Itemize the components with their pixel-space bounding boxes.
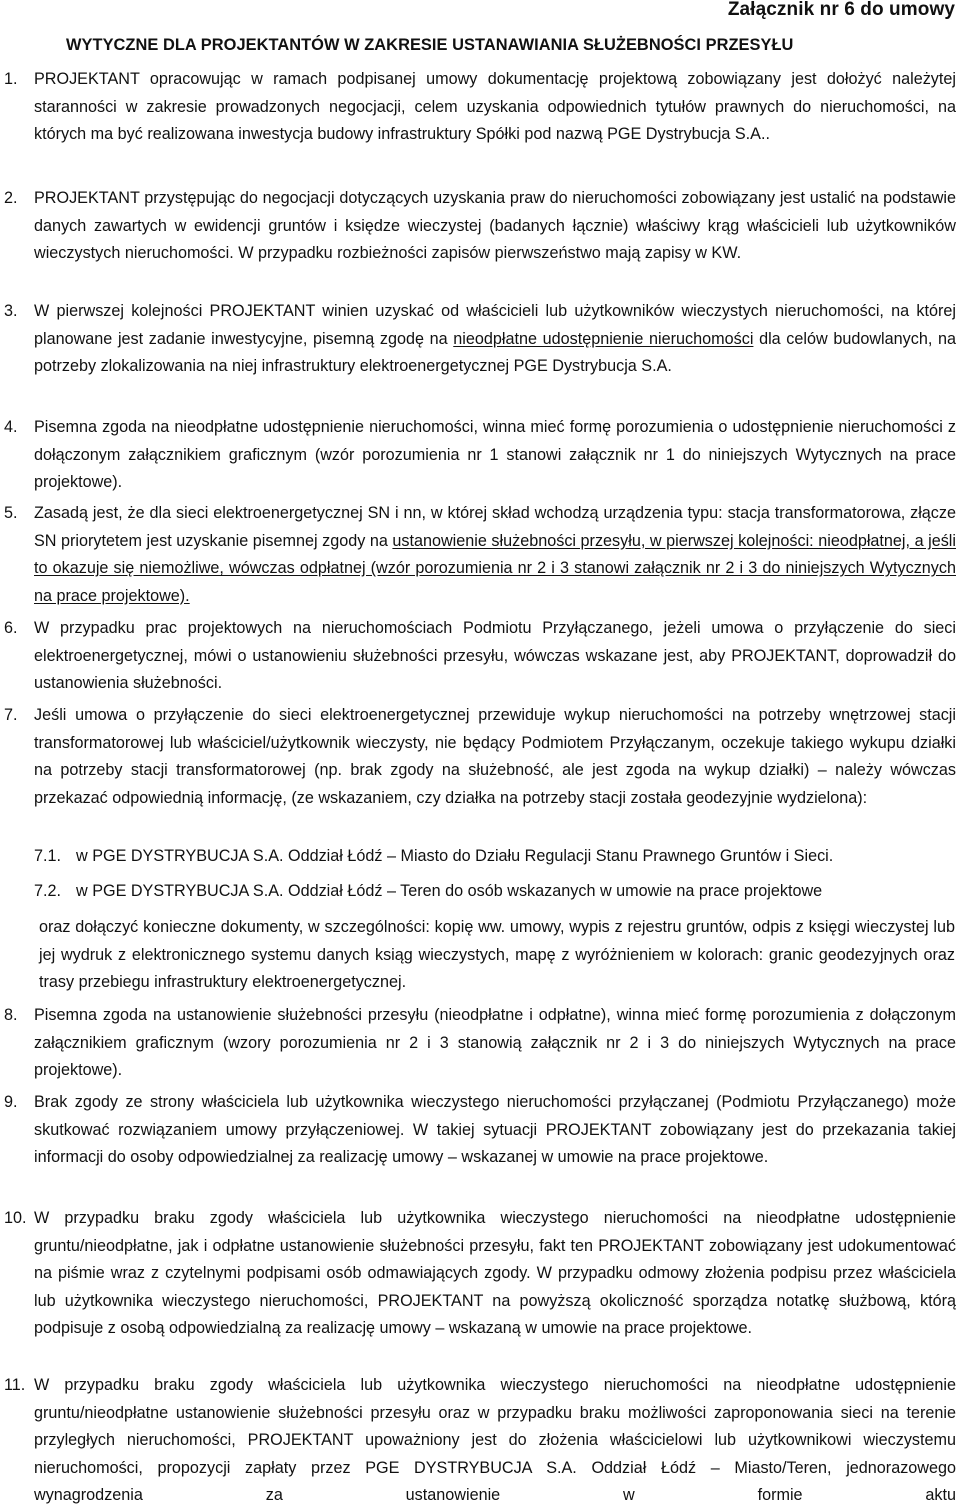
- guideline-item-7: [4, 702, 956, 812]
- guideline-item-9: [4, 1089, 956, 1172]
- underlined-phrase: nieodpłatne udostępnienie nieruchomości: [453, 329, 754, 348]
- item-number: 3.: [4, 302, 18, 320]
- sub-item-number: 7.1.: [34, 847, 62, 865]
- item-number: 6.: [4, 619, 18, 637]
- guideline-item-2: [4, 185, 956, 268]
- item-text: [34, 500, 956, 610]
- guideline-item-8: [4, 1002, 956, 1085]
- item-text: W przypadku braku zgody właściciela lub użytkownika wieczystego nieruchomości na nieodpłatne udostępnienie gruntu/nieodpłatne, jak i odpłatne ustanowienie służebności przesyłu, fakt ten PROJEKTANT zobowiązany jest udokumentować na piśmie wraz z czytelnymi podpisami osób odmawiających zgody. W przypadku odmowy złożenia podpisu przez właściciela lub użytkownika wieczystego nieruchomości, PROJEKTANT na powyższą okoliczność sporządza notatkę służbową, którą podpisuje z osobą odpowiedzialną za realizację umowy – wskazaną w umowie na prace projektowe.: [34, 1209, 956, 1337]
- item-number: 5.: [4, 504, 18, 522]
- sub-item-number: 7.2.: [34, 882, 62, 900]
- item-number: 11.: [4, 1376, 26, 1394]
- sub-item-text: w PGE DYSTRYBUCJA S.A. Oddział Łódź – Miasto do Działu Regulacji Stanu Prawnego Gruntów i Sieci.: [76, 847, 834, 865]
- item-text-part: W pierwszej kolejności PROJEKTANT winien uzyskać od właścicieli lub użytkowników wieczystych nieruchomości, na której planowane jest zadanie inwestycyjne, pisemną zgodę na: [34, 302, 956, 348]
- annex-label: Załącznik nr 6 do umowy: [727, 0, 955, 20]
- item-number: 8.: [4, 1006, 18, 1024]
- item-number: 1.: [4, 70, 18, 88]
- sub-item-7-2: [34, 878, 956, 906]
- item-text-part: dla celów budowlanych, na potrzeby zlokalizowania na niej infrastruktury elektroenergetycznej PGE Dystrybucja S.A.: [34, 329, 956, 375]
- item-text: W przypadku prac projektowych na nieruchomościach Podmiotu Przyłączanego, jeżeli umowa o przyłączenie do sieci elektroenergetycznej, mówi o ustanowieniu służebności przesyłu, wówczas wskazane jest, aby PROJEKTANT, doprowadził do ustanowienia służebności.: [34, 619, 956, 692]
- underlined-phrase: ustanowienie służebności przesyłu, w pierwszej kolejności: nieodpłatnej, a jeśli to okazuje się niemożliwe, wówczas odpłatnej (wzór porozumienia nr 2 i 3 stanowi załącznik nr 2 i 3 do niniejszych Wytycznych na prace projektowe).: [34, 531, 956, 605]
- item-text: PROJEKTANT przystępując do negocjacji dotyczących uzyskania praw do nieruchomości zobowiązany jest ustalić na podstawie danych zawartych w ewidencji gruntów i księdze wieczystej (badanych łącznie) właściwy krąg właścicieli lub użytkowników wieczystych nieruchomości. W przypadku rozbieżności zapisów pierwszeństwo mają zapisy w KW.: [34, 189, 956, 262]
- item-number: 10.: [4, 1209, 27, 1227]
- guideline-item-4: [4, 414, 956, 497]
- document-title: WYTYCZNE DLA PROJEKTANTÓW W ZAKRESIE USTANAWIANIA SŁUŻEBNOŚCI PRZESYŁU: [66, 36, 794, 54]
- item-number: 9.: [4, 1093, 18, 1111]
- item-text-part: Zasadą jest, że dla sieci elektroenergetycznej SN i nn, w której skład wchodzą urządzenia typu: stacja transformatorowa, złącze SN priorytetem jest uzyskanie pisemnej zgody na: [34, 504, 956, 550]
- item-text: [34, 298, 956, 381]
- sub-item-text: w PGE DYSTRYBUCJA S.A. Oddział Łódź – Teren do osób wskazanych w umowie na prace projektowe: [76, 882, 823, 900]
- guideline-item-3: [4, 298, 956, 381]
- item-text: W przypadku braku zgody właściciela lub użytkownika wieczystego nieruchomości na nieodpłatne udostępnienie gruntu/nieodpłatne ustanowienie służebności przesyłu oraz w przypadku braku możliwości zaproponowania sieci na terenie przyległych nieruchomości, PROJEKTANT upoważniony jest do złożenia właścicielowi lub użytkownikowi wieczystemu nieruchomości, propozycji zapłaty przez PGE DYSTRYBUCJA S.A. Oddział Łódź – Miasto/Teren, jednorazowego wynagrodzenia za ustanowienie w formie aktu: [34, 1376, 956, 1504]
- item-text: Pisemna zgoda na nieodpłatne udostępnienie nieruchomości, winna mieć formę porozumienia o udostępnienie nieruchomości z dołączonym załącznikiem graficznym (wzór porozumienia nr 1 stanowi załącznik nr 1 do niniejszych Wytycznych na prace projektowe).: [34, 418, 956, 491]
- guideline-item-6: [4, 615, 956, 698]
- guideline-item-5: [4, 500, 956, 610]
- item-text: Jeśli umowa o przyłączenie do sieci elektroenergetycznej przewiduje wykup nieruchomości na potrzeby wnętrzowej stacji transformatorowej lub właściciel/użytkownik wieczysty, nie będący Podmiotem Przyłączanym, oczekuje takiego wykupu działki na potrzeby stacji transformatorowej (np. brak zgody na służebność, ale jest zgoda na wykup działki) – należy wówczas przekazać odpowiednią informację, (ze wskazaniem, czy działka na potrzeby stacji została geodezyjnie wydzielona):: [34, 706, 956, 807]
- guideline-item-10: [4, 1205, 956, 1343]
- sub-item-7-1: [34, 843, 956, 871]
- item-number: 7.: [4, 706, 18, 724]
- guideline-item-1: [4, 66, 956, 149]
- item-number: 4.: [4, 418, 18, 436]
- item-text: Pisemna zgoda na ustanowienie służebności przesyłu (nieodpłatne i odpłatne), winna mieć formę porozumienia z dołączonym załącznikiem graficznym (wzory porozumienia nr 2 i 3 stanowią załącznik nr 2 i 3 do niniejszych Wytycznych na prace projektowe).: [34, 1006, 956, 1079]
- item-text: Brak zgody ze strony właściciela lub użytkownika wieczystego nieruchomości przyłączanej (Podmiotu Przyłączanego) może skutkować rozwiązaniem umowy przyłączeniowej. W takiej sytuacji PROJEKTANT zobowiązany jest do przekazania takiej informacji do osoby odpowiedzialnej za realizację umowy – wskazanej w umowie na prace projektowe.: [34, 1093, 956, 1166]
- item-number: 2.: [4, 189, 18, 207]
- item-7-continuation: oraz dołączyć konieczne dokumenty, w szczególności: kopię ww. umowy, wypis z rejestru gruntów, odpis z księgi wieczystej lub jej wydruk z elektronicznego systemu danych ksiąg wieczystych, mapę z wyróżnieniem w kolorach: granic geodezyjnych oraz trasy przebiegu infrastruktury elektroenergetycznej.: [39, 918, 955, 991]
- item-text: PROJEKTANT opracowując w ramach podpisanej umowy dokumentację projektową zobowiązany jest dołożyć należytej staranności w zakresie prowadzonych negocjacji, celem uzyskania odpowiednich tytułów prawnych do nieruchomości, na których ma być realizowana inwestycja budowy infrastruktury Spółki pod nazwą PGE Dystrybucja S.A..: [34, 70, 956, 143]
- guideline-item-11: [4, 1372, 956, 1510]
